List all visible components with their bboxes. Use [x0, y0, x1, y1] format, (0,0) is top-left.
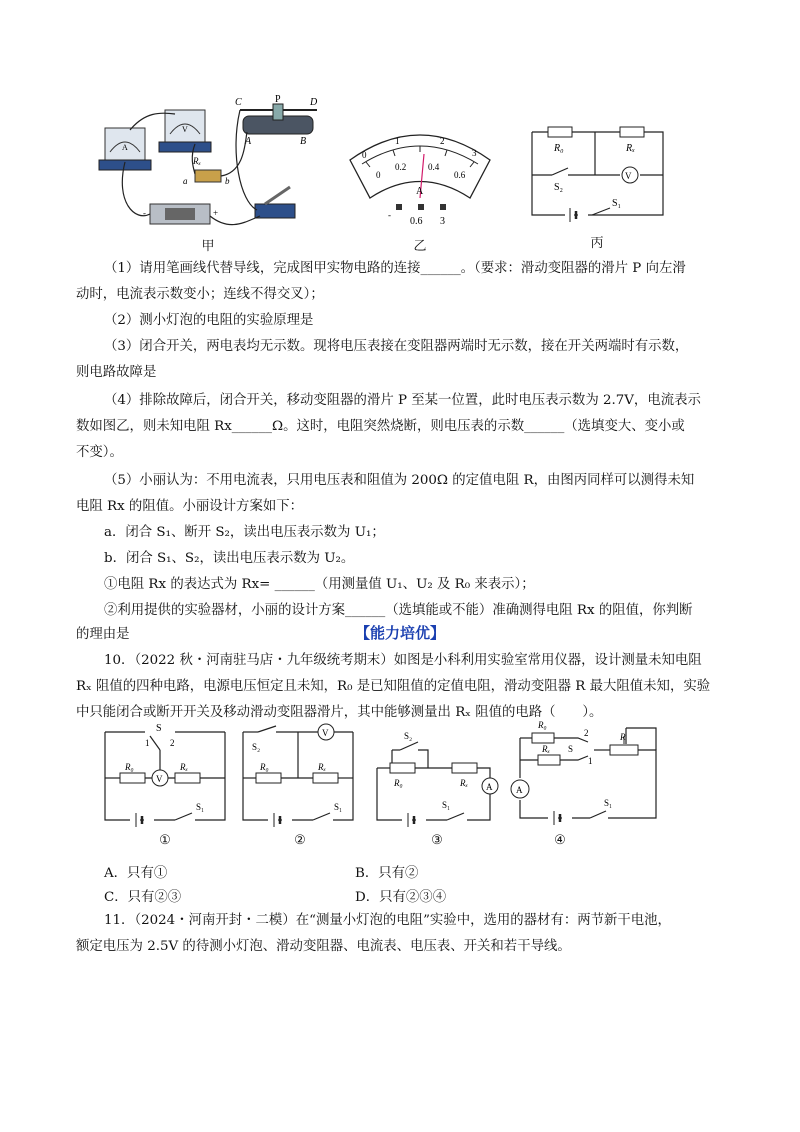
svg-text:1: 1 [145, 738, 150, 748]
battery-device [143, 204, 218, 224]
figure-bing-caption: 丙 [590, 236, 604, 251]
q5-line-a: （5）小丽认为：不用电流表，只用电压表和阻值为 200Ω 的定值电阻 R，由图丙同样可以测得未知 [104, 473, 695, 488]
q1-line-b: 动时，电流表示数变小；连线不得交叉）； [76, 287, 324, 302]
q3-line-b: 则电路故障是 [76, 365, 157, 380]
svg-text:1: 1 [588, 756, 593, 766]
svg-text:S: S [156, 723, 162, 734]
q11-line-a: 11．（2024・河南开封・二模）在“测量小灯泡的电阻”实验中，选用的器材有：两节新干电池， [104, 913, 671, 928]
svg-text:2: 2 [440, 136, 445, 146]
svg-text:S₂: S₂ [404, 731, 413, 741]
svg-text:R₀: R₀ [125, 762, 134, 772]
svg-text:S₂: S₂ [252, 742, 261, 752]
q4-line-c: 不变）。 [76, 445, 123, 460]
option-a[interactable]: A．只有① [104, 866, 168, 881]
q4-line-a: （4）排除故障后，闭合开关，移动变阻器的滑片 P 至某一位置，此时电压表示数为 2.7V，电流表示 [104, 393, 701, 408]
q10-line-c: 中只能闭合或断开开关及移动滑动变阻器滑片，其中能够测量出 Rₓ 阻值的电路（ ）。 [76, 705, 603, 720]
svg-text:R: R [620, 732, 626, 742]
q5-line-c: a．闭合 S₁、断开 S₂，读出电压表示数为 U₁； [104, 525, 385, 540]
svg-text:2: 2 [170, 738, 175, 748]
svg-text:D: D [310, 97, 318, 108]
svg-text:Rₓ: Rₓ [180, 762, 189, 772]
svg-text:A: A [416, 186, 424, 197]
figure-bing [530, 120, 670, 222]
figure-yi-caption: 乙 [413, 239, 427, 254]
svg-text:+: + [213, 208, 219, 218]
q4-line-b: 数如图乙，则未知电阻 Rx______Ω。这时，电阻突然烧断，则电压表的示数______（选填变大、变小或 [76, 419, 685, 434]
svg-text:R₀: R₀ [554, 143, 564, 154]
figure-yi [340, 120, 500, 230]
q3-line-a: （3）闭合开关，两电表均无示数。现将电压表接在变阻器两端时无示数，接在开关两端时有示数， [104, 339, 689, 354]
svg-text:a: a [183, 176, 188, 186]
q10-line-b: Rₓ 阻值的四种电路，电源电压恒定且未知，R₀ 是已知阻值的定值电阻，滑动变阻器 R 最大阻值未知，实验 [76, 679, 711, 694]
q11-line-b: 额定电压为 2.5V 的待测小灯泡、滑动变阻器、电流表、电压表、开关和若干导线。 [76, 939, 571, 954]
svg-text:Rₓ: Rₓ [193, 156, 202, 166]
svg-text:b: b [225, 176, 230, 186]
q5-line-g: 的理由是 [76, 627, 130, 642]
circuit-3 [372, 722, 502, 832]
svg-text:1: 1 [395, 136, 400, 146]
q5-line-b: 电阻 Rx 的阻值。小丽设计方案如下： [76, 499, 304, 514]
resistor-rx-device [183, 156, 230, 186]
svg-text:S: S [568, 744, 574, 754]
svg-text:R₀: R₀ [260, 762, 269, 772]
svg-text:0.6: 0.6 [410, 216, 423, 227]
svg-text:-: - [388, 210, 391, 220]
circuit-4-caption: ④ [554, 833, 566, 848]
svg-text:R₀: R₀ [394, 778, 403, 788]
svg-text:0: 0 [376, 170, 381, 180]
option-d[interactable]: D．只有②③④ [355, 890, 447, 905]
svg-text:V: V [322, 728, 329, 738]
svg-text:S₁: S₁ [334, 802, 343, 812]
svg-text:0.6: 0.6 [454, 170, 466, 180]
option-b[interactable]: B．只有② [355, 866, 419, 881]
svg-text:V: V [156, 774, 163, 784]
svg-text:Rₓ: Rₓ [626, 143, 635, 154]
svg-text:P: P [275, 94, 281, 105]
svg-text:S₂: S₂ [554, 182, 564, 193]
svg-text:R₀: R₀ [538, 720, 547, 730]
rheostat-device [235, 94, 318, 147]
svg-text:0.2: 0.2 [395, 162, 407, 172]
svg-text:S₁: S₁ [442, 800, 451, 810]
svg-text:V: V [182, 125, 188, 134]
svg-text:V: V [625, 171, 632, 181]
svg-text:Rₓ: Rₓ [318, 762, 327, 772]
svg-text:-: - [143, 208, 146, 218]
svg-text:3: 3 [472, 148, 477, 158]
svg-text:Rₓ: Rₓ [460, 778, 469, 788]
q5-line-d: b．闭合 S₁、S₂，读出电压表示数为 U₂。 [104, 551, 355, 566]
circuit-1 [100, 722, 230, 832]
dial-terminals [388, 204, 446, 227]
q5-line-e: ①电阻 Rx 的表达式为 Rx= ______（用测量值 U₁、U₂ 及 R₀ 来表示）； [104, 577, 535, 592]
svg-text:A: A [516, 785, 523, 795]
switch-device [255, 187, 295, 218]
figure-jia [95, 92, 335, 252]
svg-text:0: 0 [362, 150, 367, 160]
svg-text:A: A [245, 136, 252, 147]
svg-text:0.4: 0.4 [428, 162, 440, 172]
section-heading: 【能力培优】 [354, 624, 445, 642]
svg-text:Rₓ: Rₓ [542, 744, 551, 754]
circuit-4 [508, 712, 668, 832]
svg-text:S₁: S₁ [196, 802, 205, 812]
q10-line-a: 10．（2022 秋・河南驻马店・九年级统考期末）如图是小科利用实验室常用仪器，设计测量未知电阻 [104, 653, 702, 668]
svg-text:C: C [235, 97, 242, 108]
svg-text:3: 3 [440, 216, 445, 227]
svg-text:A: A [486, 782, 493, 792]
circuit-2 [238, 722, 358, 832]
circuit-2-caption: ② [294, 833, 306, 848]
svg-text:S₁: S₁ [612, 198, 622, 209]
q5-line-f: ②利用提供的实验器材，小丽的设计方案______（选填能或不能）准确测得电阻 Rx 的阻值，你判断 [104, 603, 693, 618]
svg-text:A: A [122, 143, 128, 152]
circuit-1-caption: ① [159, 833, 171, 848]
circuit-3-caption: ③ [431, 833, 443, 848]
figure-jia-caption: 甲 [201, 239, 215, 254]
voltmeter-device [159, 110, 211, 152]
q2-line: （2）测小灯泡的电阻的实验原理是 [104, 313, 314, 328]
svg-text:S₁: S₁ [604, 798, 613, 808]
svg-text:B: B [300, 136, 307, 147]
q1-line-a: （1）请用笔画线代替导线，完成图甲实物电路的连接______。（要求：滑动变阻器的滑片 P 向左滑 [104, 261, 686, 276]
option-c[interactable]: C．只有②③ [104, 890, 182, 905]
svg-text:2: 2 [584, 728, 589, 738]
